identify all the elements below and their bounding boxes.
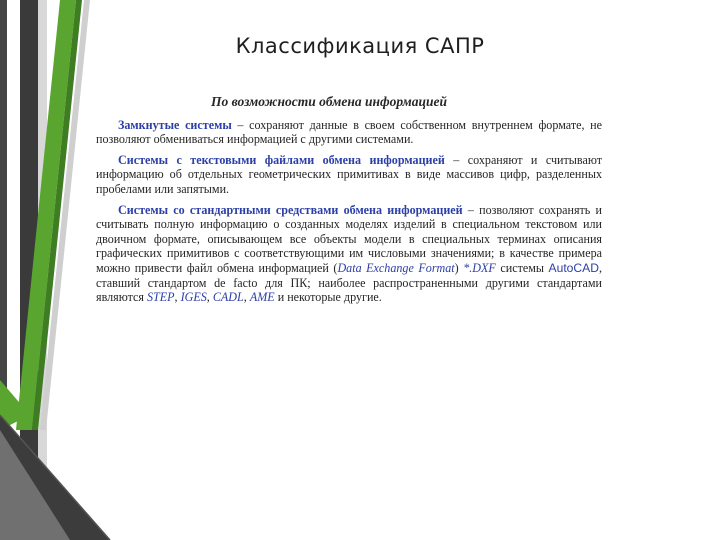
scanned-text-block xyxy=(88,89,608,405)
dark-corner xyxy=(0,415,110,540)
paragraph-closed-systems xyxy=(96,118,602,147)
paragraph-text: и некоторые другие. xyxy=(274,290,382,305)
corner-edge xyxy=(0,415,110,540)
term-text-file-systems: Системы с текстовыми файлами обмена информацией xyxy=(118,152,445,167)
separator: , xyxy=(243,290,250,305)
green-stripe-shade xyxy=(32,0,82,430)
standard-step: STEP xyxy=(146,290,175,305)
term-standard-systems: Системы со стандартными средствами обмена информацией xyxy=(118,202,463,217)
gray-corner xyxy=(0,430,70,540)
dxf-full-name: Data Exchange Format xyxy=(337,260,455,275)
paragraph-text: системы xyxy=(495,260,549,275)
page-title: Классификация САПР xyxy=(235,34,485,58)
section-heading: По возможности обмена информацией xyxy=(211,94,447,109)
paragraph-text: – сохраняют данные в своем собственном внутреннем формате, не позволяют обмениваться информацией с другими системами. xyxy=(96,117,602,147)
green-stripe xyxy=(38,0,47,540)
standard-iges: IGES xyxy=(180,290,207,305)
standard-cadl: CADL xyxy=(212,290,244,305)
dark-stripe xyxy=(20,0,38,540)
paragraph-text-file-systems xyxy=(96,153,602,197)
paragraph-text: , ставший стандартом de facto для ПК; наиболее распространенными другими стандартами являются xyxy=(96,260,602,305)
paragraph-standard-systems xyxy=(96,203,602,305)
dark-stripe-left xyxy=(0,0,7,540)
autocad-name: AutoCAD xyxy=(548,260,599,275)
separator: , xyxy=(206,290,213,305)
paragraph-text: – позволяют сохранять и считывать полную информацию о созданных моделях изделий в специальном текстовом или двоичном формате, описывающем все объекты модели в специальных терминах описания графических примитивов с соответствующими им числовыми значениями; в качестве примера можно привести файл обмена информацией ( xyxy=(96,202,603,275)
standard-ame: AME xyxy=(249,290,275,305)
paragraph-text: – сохраняют и считывают информацию об отдельных геометрических примитивах в виде массивов цифр, разделенных пробелами или запятыми. xyxy=(96,152,602,196)
term-closed-systems: Замкнутые системы xyxy=(118,117,232,132)
separator: , xyxy=(174,290,181,305)
green-panel xyxy=(0,380,30,430)
paragraph-text: ) xyxy=(454,260,464,275)
green-stripe xyxy=(16,0,76,430)
dxf-extension: *.DXF xyxy=(463,260,496,275)
gray-stripe-light xyxy=(40,0,90,430)
